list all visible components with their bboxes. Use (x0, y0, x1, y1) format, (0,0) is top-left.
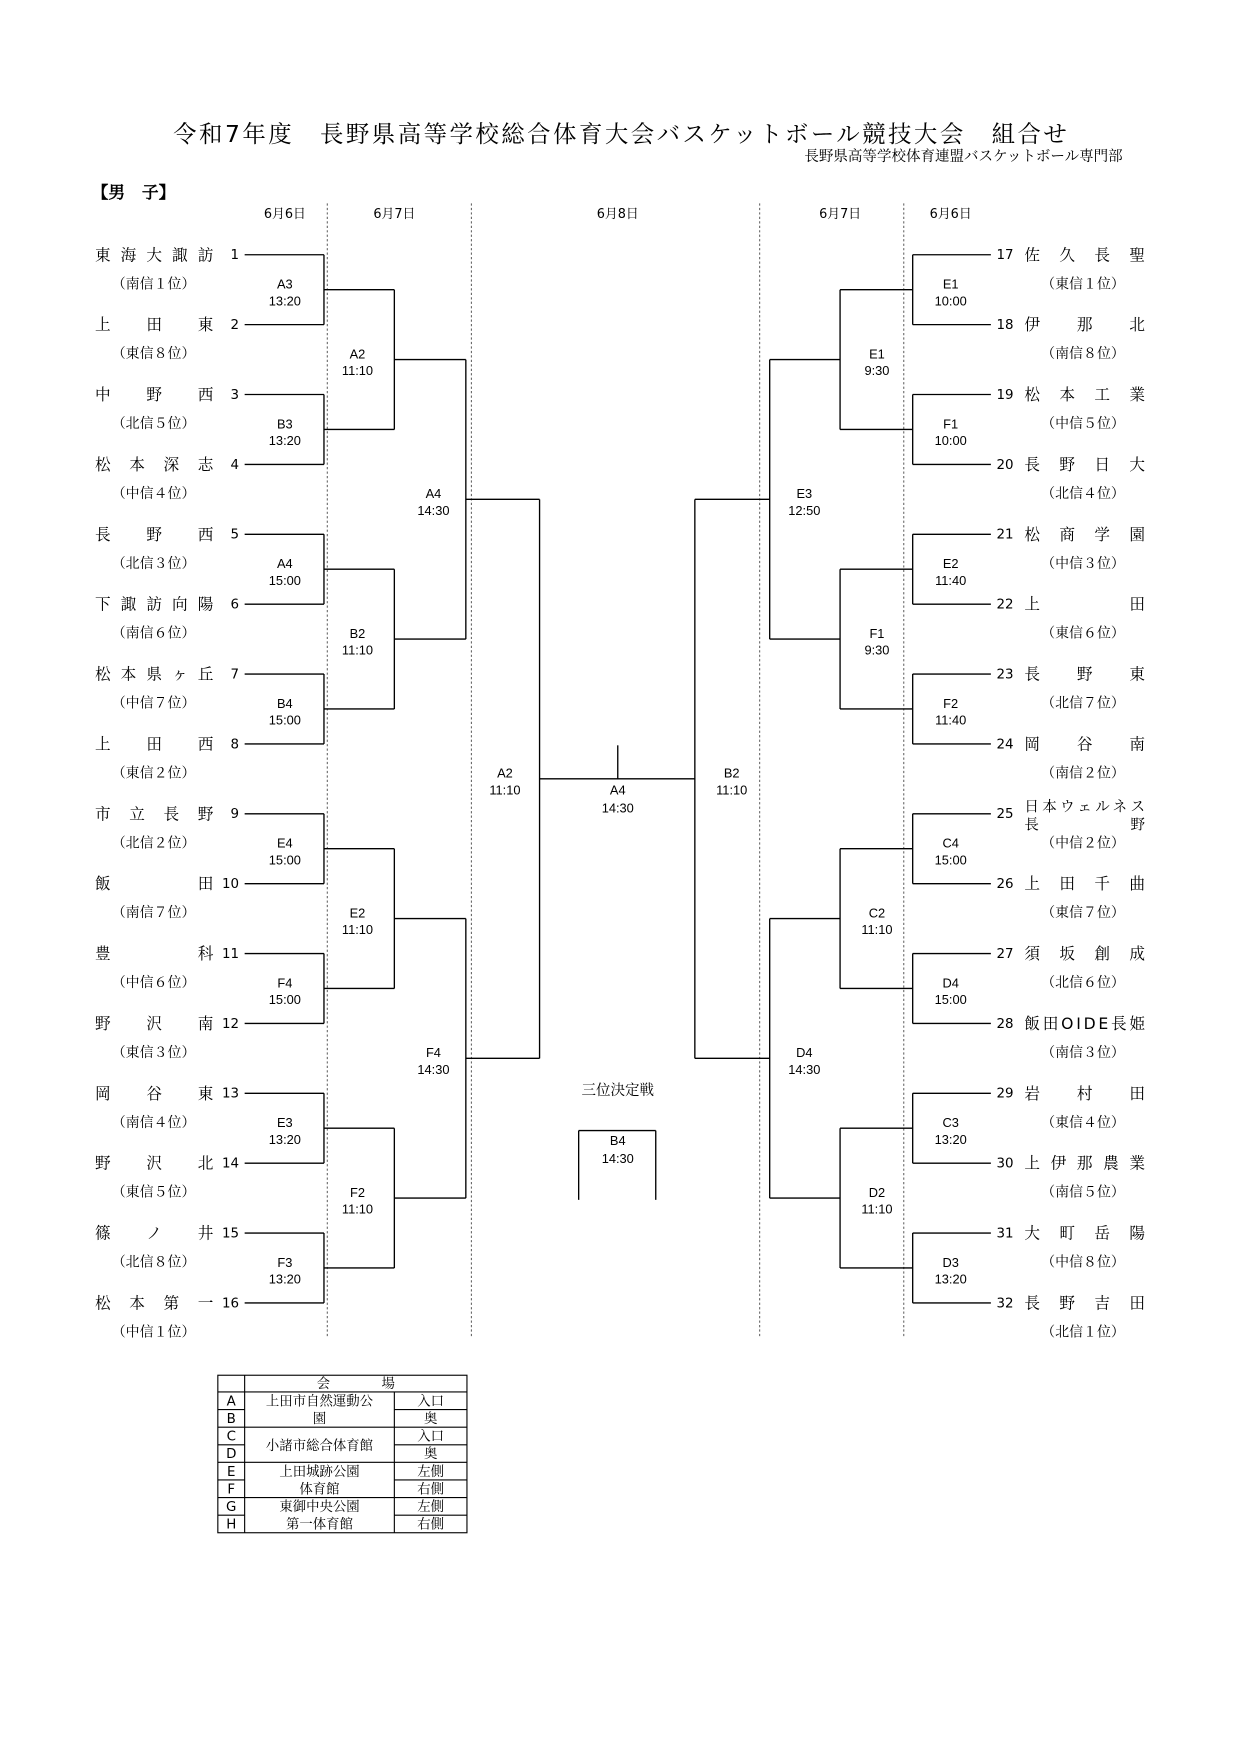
team-seed: （東信３位） (111, 1044, 196, 1061)
team-seed: （南信８位） (1041, 346, 1125, 363)
match-time: 12:50 (788, 502, 821, 518)
match-time: 9:30 (864, 642, 890, 658)
team-name: 上伊那農業 (1024, 1153, 1146, 1173)
team-seed: （北信１位） (1041, 1324, 1125, 1341)
team-name: 長野 (1024, 817, 1146, 834)
court-side: 奥 (423, 1411, 438, 1427)
team-name: 岡谷東 (94, 1083, 214, 1103)
team-seed: （南信２位） (1041, 765, 1125, 782)
venue-name: 体育館 (299, 1482, 340, 1498)
match-time: 13:20 (268, 293, 301, 309)
team-name: 長野日大 (1024, 454, 1146, 474)
team-number: 30 (996, 1156, 1014, 1172)
team-number: 28 (996, 1016, 1014, 1032)
team-name: 中野西 (94, 385, 214, 405)
team-name: 篠ノ井 (94, 1223, 214, 1243)
team-number: 13 (222, 1086, 240, 1102)
match-time: 11:10 (341, 922, 374, 938)
team-number: 27 (996, 946, 1014, 962)
match-time: 10:00 (934, 433, 967, 449)
match-court: E3 (796, 486, 813, 502)
team-seed: （東信８位） (111, 346, 196, 363)
court-side: 入口 (417, 1394, 445, 1410)
match-court: F4 (425, 1045, 441, 1061)
team-name: 松本工業 (1024, 385, 1146, 405)
court-code: H (226, 1517, 237, 1533)
match-time: 14:30 (601, 800, 634, 816)
court-code: B (226, 1411, 236, 1427)
match-time: 11:10 (341, 642, 374, 658)
team-name: 上田西 (94, 734, 214, 754)
court-code: F (227, 1482, 236, 1498)
match-time: 14:30 (417, 502, 450, 518)
court-side: 右側 (417, 1482, 445, 1498)
match-time: 13:20 (268, 1131, 301, 1147)
match-court: C4 (942, 835, 959, 851)
team-number: 25 (996, 807, 1014, 823)
team-name: 松本県ヶ丘 (94, 664, 214, 684)
team-name: 飯田OIDE長姫 (1024, 1013, 1146, 1033)
third-place-title: 三位決定戦 (581, 1082, 655, 1099)
team-number: 2 (230, 318, 240, 334)
court-code: D (226, 1447, 237, 1463)
team-seed: （北信８位） (111, 1254, 196, 1271)
team-number: 1 (230, 248, 240, 264)
match-time: 14:30 (601, 1150, 634, 1166)
team-name: 大町岳陽 (1024, 1223, 1146, 1243)
match-court: F2 (943, 695, 959, 711)
team-number: 31 (996, 1226, 1014, 1242)
match-time: 15:00 (934, 992, 967, 1008)
match-court: B4 (609, 1133, 626, 1149)
team-number: 3 (230, 387, 240, 403)
team-seed: （中信８位） (1041, 1254, 1125, 1271)
match-court: E1 (942, 276, 959, 292)
court-code: A (226, 1394, 236, 1410)
table-header: 会 場 (316, 1377, 395, 1393)
team-name: 松商学園 (1024, 524, 1146, 544)
match-time: 13:20 (268, 433, 301, 449)
team-seed: （南信６位） (111, 625, 196, 642)
team-seed: （東信５位） (111, 1184, 196, 1201)
team-name: 松本第一 (94, 1293, 214, 1313)
court-code: G (226, 1499, 237, 1515)
team-seed: （中信２位） (1041, 835, 1125, 852)
match-court: A4 (277, 556, 293, 572)
team-seed: （中信１位） (111, 1324, 196, 1341)
team-name: 伊那北 (1024, 315, 1146, 335)
team-number: 24 (996, 737, 1014, 753)
match-court: B2 (723, 765, 740, 781)
match-time: 15:00 (268, 712, 301, 728)
team-seed: （中信７位） (111, 695, 196, 712)
match-court: F1 (869, 625, 885, 641)
match-time: 11:40 (935, 572, 967, 588)
match-court: A4 (609, 782, 626, 798)
team-number: 9 (230, 807, 240, 823)
team-number: 18 (996, 318, 1014, 334)
team-name: 須坂創成 (1024, 944, 1146, 964)
team-seed: （東信６位） (1041, 625, 1125, 642)
match-time: 13:20 (934, 1271, 967, 1287)
date-header: 6月7日 (373, 206, 416, 222)
team-number: 8 (230, 737, 240, 753)
team-number: 19 (996, 387, 1014, 403)
team-name: 上田千曲 (1024, 874, 1146, 894)
page-title: 令和7年度 長野県高等学校総合体育大会バスケットボール競技大会 組合せ (173, 119, 1067, 148)
venue-name: 上田城跡公園 (279, 1464, 360, 1480)
match-time: 11:40 (935, 712, 967, 728)
team-name: 東海大諏訪 (94, 245, 214, 265)
team-number: 20 (996, 457, 1014, 473)
court-code: E (227, 1464, 236, 1480)
team-number: 22 (996, 597, 1014, 613)
match-court: F3 (277, 1254, 293, 1270)
team-name: 野沢南 (94, 1013, 214, 1033)
match-court: F1 (943, 416, 959, 432)
match-court: D4 (796, 1045, 813, 1061)
team-seed: （北信５位） (111, 416, 196, 433)
court-code: C (226, 1429, 236, 1445)
match-time: 13:20 (268, 1271, 301, 1287)
team-seed: （中信５位） (1041, 416, 1125, 433)
venue-name: 上田市自然運動公 (265, 1394, 374, 1410)
team-seed: （南信４位） (111, 1114, 196, 1131)
team-name: 上田東 (94, 315, 214, 335)
team-name: 市立長野 (94, 804, 214, 824)
match-time: 11:10 (341, 363, 374, 379)
match-court: E2 (942, 556, 959, 572)
team-number: 17 (996, 248, 1014, 264)
date-header: 6月7日 (819, 206, 862, 222)
match-court: E2 (349, 905, 366, 921)
match-time: 11:10 (341, 1201, 374, 1217)
venue-name: 第一体育館 (286, 1517, 353, 1533)
match-time: 14:30 (788, 1061, 821, 1077)
match-court: A3 (277, 276, 293, 292)
organizer-name: 長野県高等学校体育連盟バスケットボール専門部 (804, 148, 1123, 165)
team-seed: （北信４位） (1041, 485, 1125, 502)
match-court: F2 (349, 1184, 365, 1200)
court-side: 左側 (417, 1464, 445, 1480)
team-seed: （東信４位） (1041, 1114, 1125, 1131)
team-seed: （南信１位） (111, 276, 196, 293)
team-number: 7 (230, 667, 240, 683)
court-side: 入口 (417, 1429, 445, 1445)
team-number: 14 (222, 1156, 240, 1172)
match-court: B2 (349, 625, 366, 641)
team-number: 16 (222, 1296, 240, 1312)
team-seed: （北信７位） (1041, 695, 1125, 712)
date-header: 6月6日 (929, 206, 972, 222)
match-court: A4 (425, 486, 442, 502)
match-court: E3 (277, 1115, 293, 1131)
team-number: 15 (222, 1226, 240, 1242)
match-time: 15:00 (268, 852, 301, 868)
match-court: C2 (868, 905, 886, 921)
team-seed: （北信３位） (111, 555, 196, 572)
match-court: C3 (942, 1115, 959, 1131)
team-number: 12 (222, 1016, 240, 1032)
team-seed: （東信７位） (1041, 905, 1125, 922)
team-seed: （北信２位） (111, 835, 196, 852)
team-name: 飯田 (94, 874, 214, 894)
date-header: 6月6日 (263, 206, 306, 222)
team-seed: （東信２位） (111, 765, 196, 782)
match-time: 15:00 (268, 992, 301, 1008)
team-number: 5 (230, 527, 240, 543)
match-court: D4 (942, 975, 959, 991)
venue-name: 園 (312, 1411, 327, 1427)
team-number: 10 (222, 877, 240, 893)
match-time: 15:00 (934, 852, 967, 868)
match-court: B4 (277, 695, 293, 711)
team-seed: （北信６位） (1041, 975, 1125, 992)
team-name: 長野東 (1024, 664, 1146, 684)
match-court: F4 (277, 975, 293, 991)
team-number: 6 (230, 597, 240, 613)
team-name: 下諏訪向陽 (94, 594, 214, 614)
team-name: 松本深志 (94, 454, 214, 474)
team-number: 4 (230, 457, 240, 473)
team-name: 岩村田 (1024, 1083, 1146, 1103)
court-side: 右側 (417, 1517, 445, 1533)
match-time: 9:30 (864, 363, 890, 379)
division-label: 【男 子】 (91, 181, 176, 202)
team-name: 岡谷南 (1024, 734, 1146, 754)
match-court: A2 (497, 765, 513, 781)
match-court: D3 (942, 1254, 959, 1270)
team-seed: （中信３位） (1041, 555, 1125, 572)
team-name: 野沢北 (94, 1153, 214, 1173)
team-seed: （南信７位） (111, 905, 196, 922)
team-seed: （中信６位） (111, 975, 196, 992)
team-name: 豊科 (94, 944, 214, 964)
match-court: A2 (349, 346, 366, 362)
team-seed: （南信５位） (1041, 1184, 1125, 1201)
team-name: 長野吉田 (1024, 1293, 1146, 1313)
match-time: 11:10 (861, 922, 893, 938)
court-side: 左側 (417, 1499, 445, 1515)
match-time: 11:10 (489, 782, 521, 798)
match-time: 11:10 (716, 782, 748, 798)
team-number: 23 (996, 667, 1014, 683)
venue-name: 東御中央公園 (279, 1499, 360, 1515)
match-court: B3 (277, 416, 293, 432)
team-name: 佐久長聖 (1024, 245, 1146, 265)
team-name: 上田 (1024, 594, 1146, 614)
match-time: 11:10 (861, 1201, 893, 1217)
team-number: 32 (996, 1296, 1014, 1312)
match-time: 15:00 (268, 572, 301, 588)
team-seed: （南信３位） (1041, 1044, 1125, 1061)
team-number: 11 (222, 946, 240, 962)
date-header: 6月8日 (596, 206, 639, 222)
venue-name: 小諸市総合体育館 (265, 1438, 374, 1454)
team-name: 日本ウェルネス (1024, 799, 1146, 816)
match-time: 13:20 (934, 1131, 967, 1147)
team-seed: （中信４位） (111, 485, 196, 502)
team-name: 長野西 (94, 524, 214, 544)
court-side: 奥 (423, 1447, 438, 1463)
match-court: D2 (868, 1184, 886, 1200)
team-number: 26 (996, 877, 1014, 893)
match-court: E1 (869, 346, 885, 362)
team-number: 21 (996, 527, 1014, 543)
match-time: 10:00 (934, 293, 967, 309)
team-number: 29 (996, 1086, 1014, 1102)
match-time: 14:30 (417, 1061, 450, 1077)
match-court: E4 (277, 835, 293, 851)
team-seed: （東信１位） (1041, 276, 1125, 293)
